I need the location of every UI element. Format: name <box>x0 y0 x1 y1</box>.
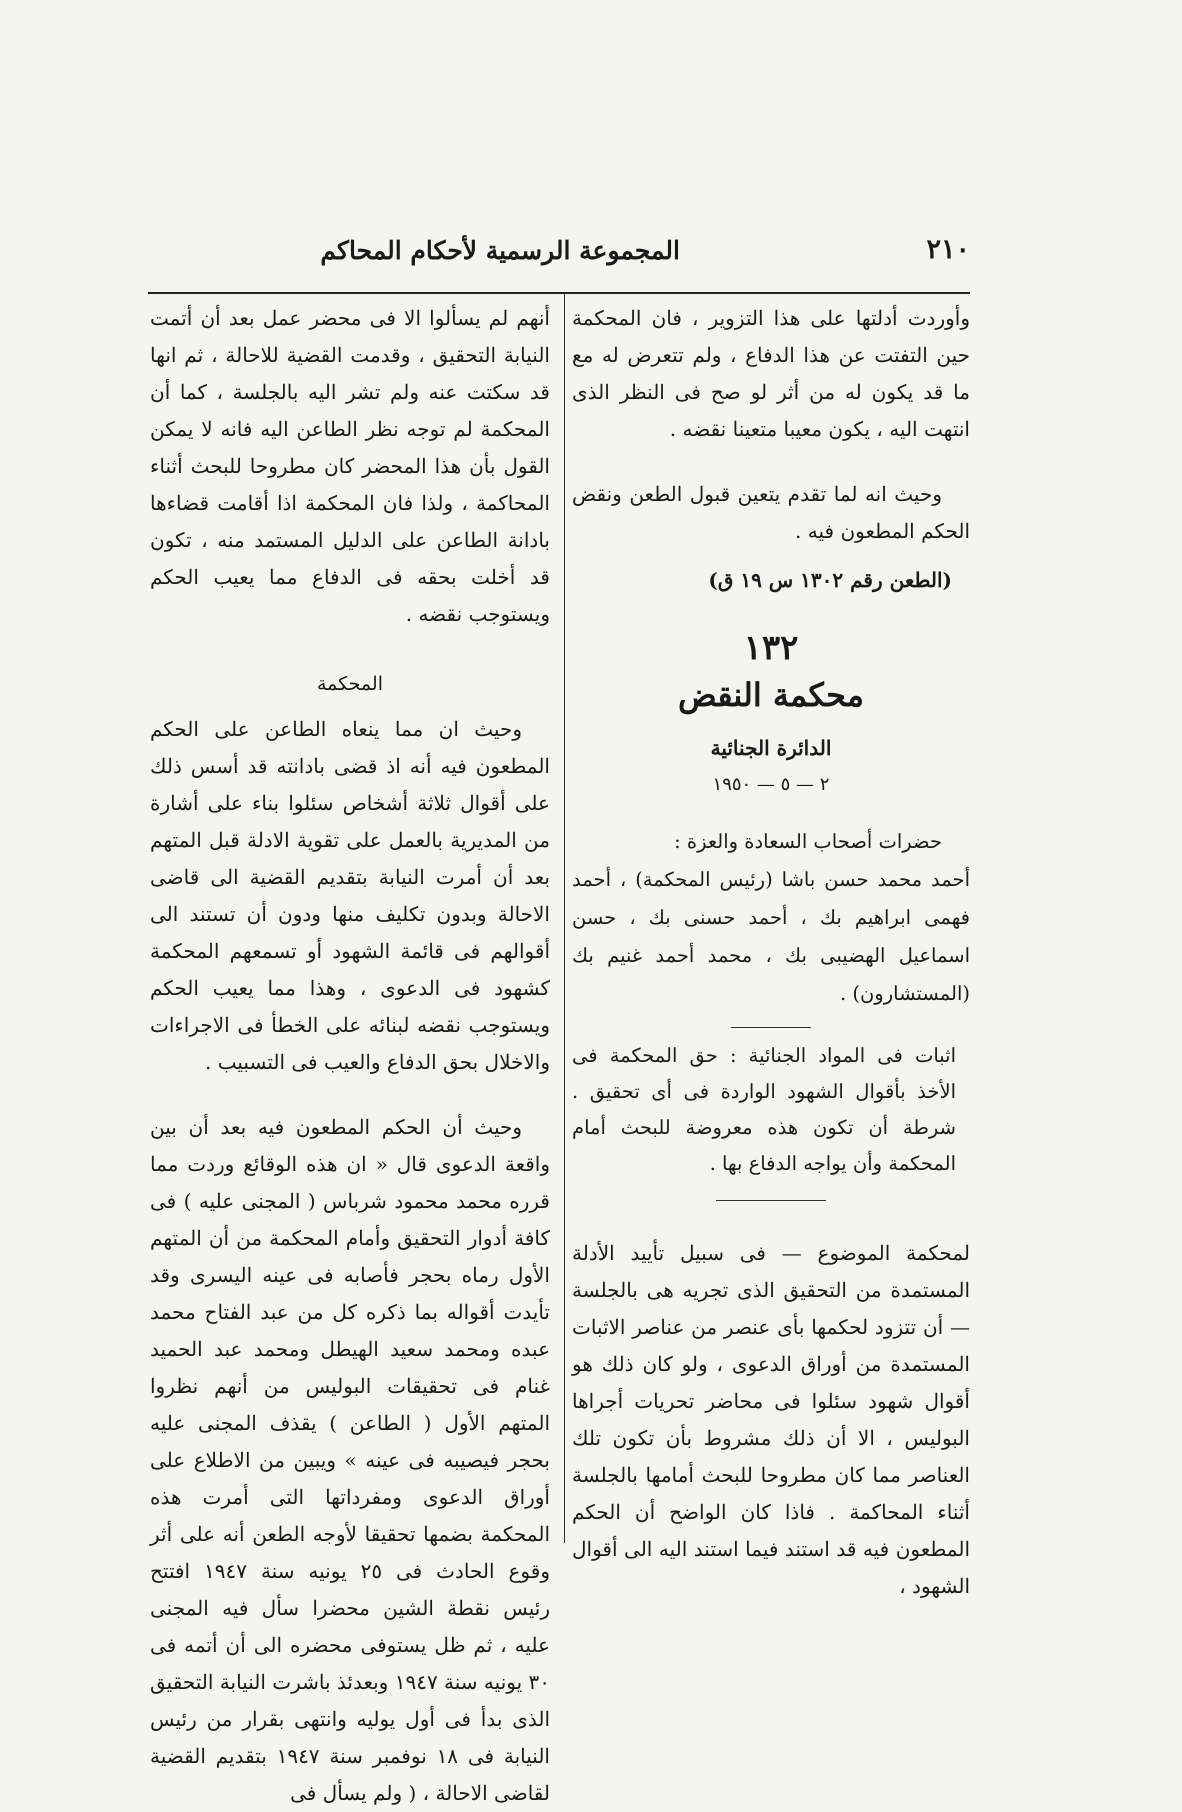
decision-date: ٢ — ٥ — ١٩٥٠ <box>712 774 830 795</box>
divider <box>716 1200 826 1201</box>
spacer <box>150 1081 550 1109</box>
judges-list: أحمد محمد حسن باشا (رئيس المحكمة) ، أحمد فهمى ابراهيم بك ، أحمد حسنى بك ، حسن اسماعيل الهضيبى بك ، محمد أحمد غنيم بك (المستشارون) . <box>572 868 970 1005</box>
paragraph: أنهم لم يسألوا الا فى محضر عمل بعد أن أتمت النيابة التحقيق ، وقدمت القضية للاحالة ، ثم انها قد سكتت عنه ولم تشر اليه بالجلسة ، كما أن المحكمة لم توجه نظر الطاعن اليه فانه لا يمكن القول بأن هذا المحضر كان مطروحا للبحث أثناء المحاكمة ، ولذا فان المحكمة اذا أقامت قضاءها بادانة الطاعن على الدليل المستمد منه ، تكون قد أخلت بحقه فى الدفاع مما يعيب الحكم ويستوجب نقضه . <box>150 306 550 626</box>
principle: لمحكمة الموضوع — فى سبيل تأييد الأدلة المستمدة من التحقيق الذى تجريه هى بالجلسة — أن تتزود لحكمها بأى عنصر من عناصر الاثبات المستمدة من أوراق الدعوى ، ولو كان ذلك هو أقوال شهود سئلوا فى محاضر تحريات أجراها البوليس ، الا أن ذلك مشروط بأن تكون تلك العناصر مما كان مطروحا للبحث أمامها بالجلسة أثناء المحاكمة . فاذا كان الواضح أن الحكم المطعون فيه قد استند فيما استند اليه الى أقوال الشهود ، <box>572 1241 970 1598</box>
running-title: المجموعة الرسمية لأحكام المحاكم <box>320 236 680 265</box>
case-reference: (الطعن رقم ١٣٠٢ س ١٩ ق) <box>708 568 952 592</box>
left-column <box>150 300 550 1812</box>
spacer <box>572 795 970 823</box>
paragraph: وحيث أن الحكم المطعون فيه بعد أن بين واقعة الدعوى قال « ان هذه الوقائع وردت مما قرره محمد محمود شرباس ( المجنى عليه ) فى كافة أدوار التحقيق وأمام المحكمة من أن المتهم الأول رماه بحجر فأصابه فى عينه اليسرى وقد تأيدت أقواله بما ذكره كل من عبد الفتاح محمد عبده ومحمد سعيد الهيطل ومحمد عبد الحميد غنام فى تحقيقات البوليس من أنهم نظروا المتهم الأول ( الطاعن ) يقذف المجنى عليه بحجر فيصيبه فى عينه » ويبين من الاطلاع على أوراق الدعوى ومفرداتها التى أمرت هذه المحكمة بضمها تحقيقا لأوجه الطعن أنه على أثر وقوع الحادث فى ٢٥ يونيه سنة ١٩٤٧ افتتح رئيس نقطة الشين محضرا سأل فيه المجنى عليه ، ثم ظل يستوفى محضره الى أن أتمه فى ٣٠ يونيه سنة ١٩٤٧ وبعدئذ باشرت النيابة التحقيق الذى بدأ فى أول يوليه وانتهى بقرار من رئيس النيابة فى ١٨ نوفمبر سنة ١٩٤٧ بتقديم القضية لقاضى الاحالة ، ( ولم يسأل فى <box>150 1115 551 1805</box>
page-number: ٢١٠ <box>926 234 970 265</box>
column-divider <box>564 293 565 1543</box>
court-name: محكمة النقض <box>678 676 864 714</box>
header-rule <box>148 292 970 294</box>
judges-block <box>572 823 970 1013</box>
divider <box>731 1027 811 1028</box>
page-header <box>140 232 970 284</box>
judges-intro: حضرات أصحاب السعادة والعزة : <box>674 830 942 853</box>
right-column <box>572 300 970 1605</box>
circuit-name: الدائرة الجنائية <box>710 736 832 760</box>
paragraph: وحيث انه لما تقدم يتعين قبول الطعن ونقض الحكم المطعون فيه . <box>572 482 970 543</box>
paragraph: وأوردت أدلتها على هذا التزوير ، فان المحكمة حين التفتت عن هذا الدفاع ، ولم تتعرض له مع ما قد يكون له من أثر لو صح فى النظر الذى انتهت اليه ، يكون معيبا متعينا نقضه . <box>572 306 970 441</box>
paragraph: وحيث ان مما ينعاه الطاعن على الحكم المطعون فيه أنه اذ قضى بادانته قد أسس ذلك على أقوال ثلاثة أشخاص سئلوا بناء على أشارة من المديرية بالعمل على تقوية الادلة قبل المتهم بعد أن أمرت النيابة بتقديم القضية الى قاضى الاحالة وبدون تكليف منها ودون أن تستند الى أقوالهم فى قائمة الشهود أو تسمعهم المحكمة كشهود فى الدعوى ، وهذا مما يعيب الحكم ويستوجب نقضه لبنائه على الخطأ فى الاجراءات والاخلال بحق الدفاع والعيب فى التسبيب . <box>150 717 550 1074</box>
section-title: المحكمة <box>317 673 383 695</box>
case-number: ١٣٢ <box>743 628 799 668</box>
headnote: اثبات فى المواد الجنائية : حق المحكمة فى الأخذ بأقوال الشهود الواردة فى أى تحقيق . شرطة أن تكون هذه معروضة للبحث أمام المحكمة وأن يواجه الدفاع بها . <box>572 1044 956 1175</box>
spacer <box>572 448 970 476</box>
